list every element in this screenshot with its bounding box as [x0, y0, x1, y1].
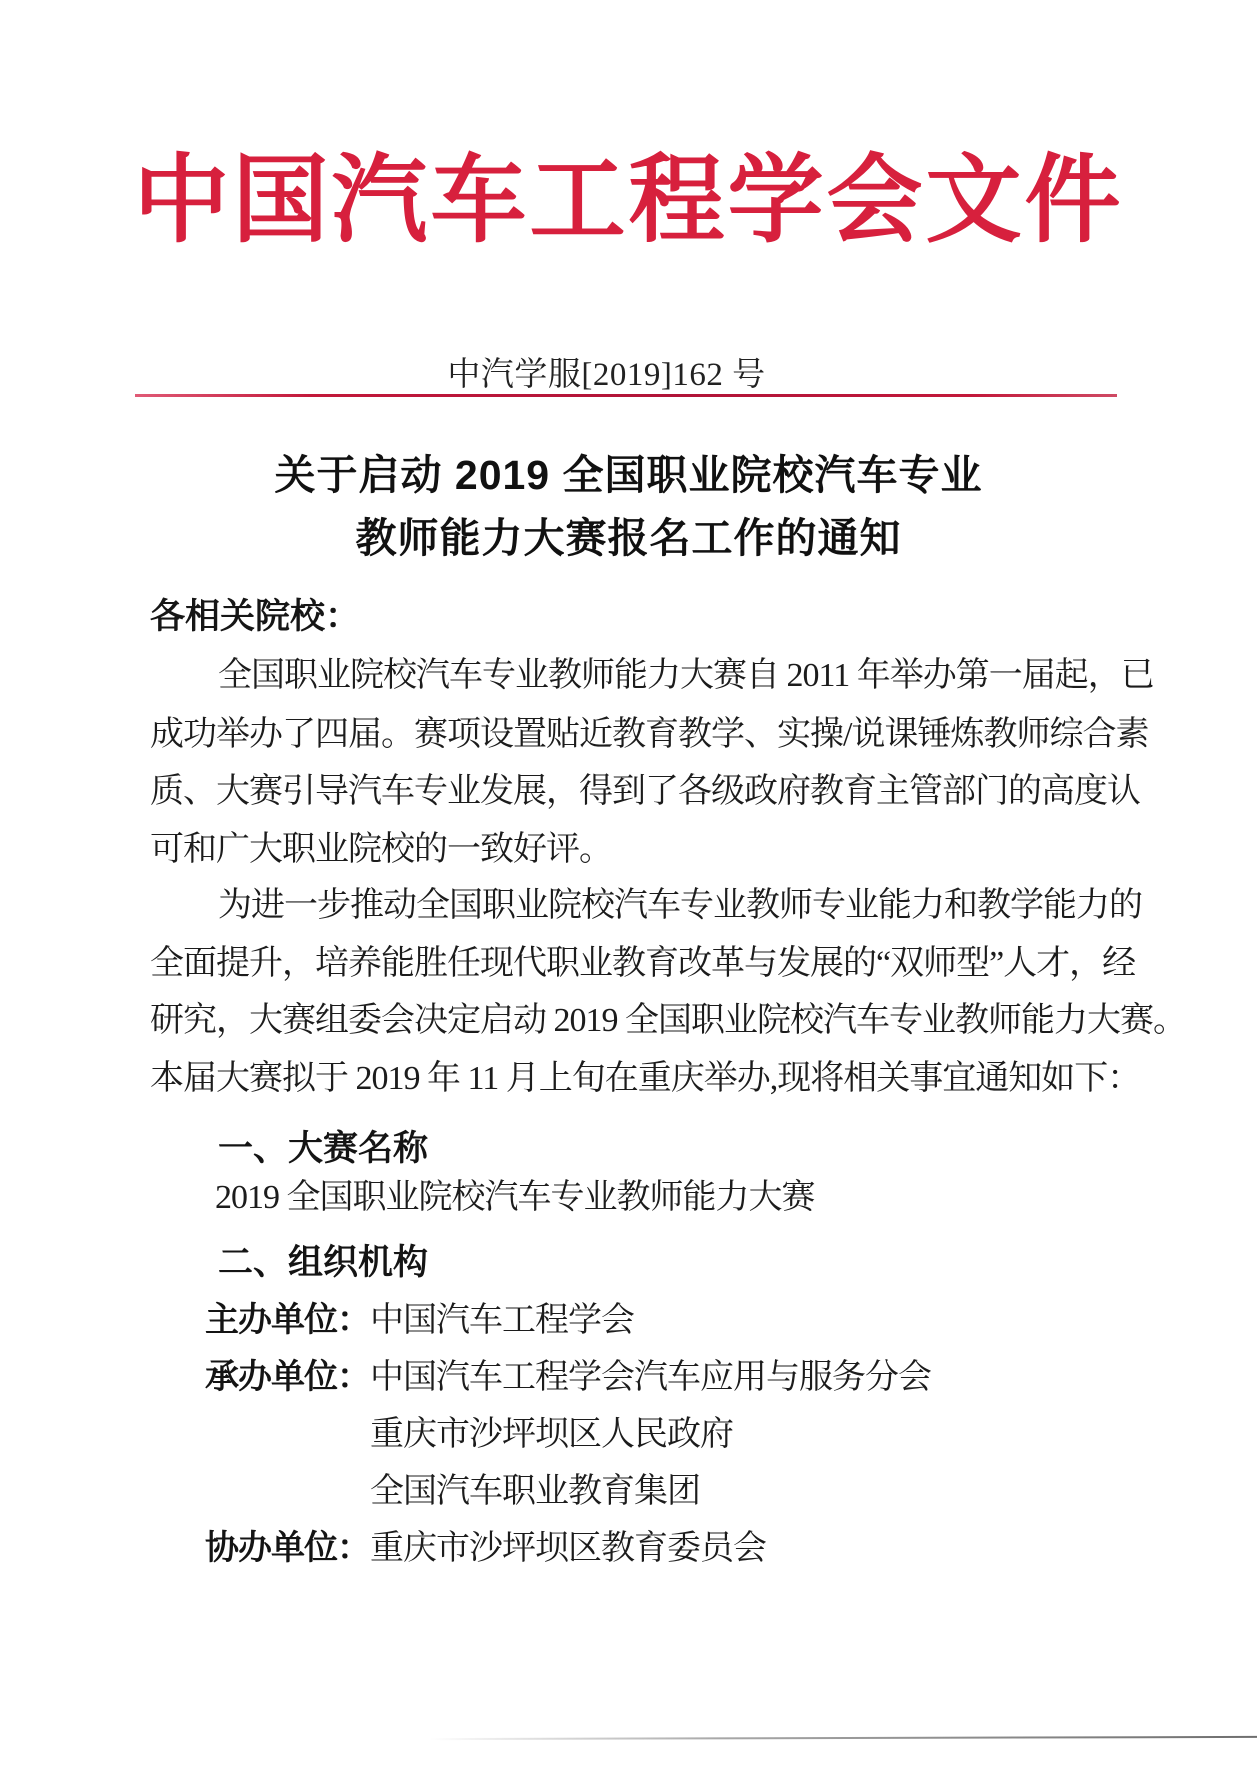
doc-number: 中汽学服[2019]162 号 [447, 357, 766, 393]
organizer-host-value: 中国汽车工程学会 [370, 1302, 634, 1339]
body-line: 全国职业院校汽车专业教师能力大赛自 2011 年举办第一届起，已 [218, 657, 1154, 694]
body-line: 质、大赛引导汽车专业发展，得到了各级政府教育主管部门的高度认 [150, 773, 1140, 810]
body-line: 成功举办了四届。赛项设置贴近教育教学、实操/说课锤炼教师综合素 [150, 716, 1149, 753]
contest-name: 2019 全国职业院校汽车专业教师能力大赛 [215, 1179, 815, 1216]
organizer-host-row [205, 1292, 634, 1341]
organizer-undertaker-value: 中国汽车工程学会汽车应用与服务分会 [370, 1359, 931, 1396]
organizer-coorganizer-value: 重庆市沙坪坝区教育委员会 [370, 1530, 766, 1567]
notice-title-line1: 关于启动 2019 全国职业院校汽车专业 [274, 452, 983, 498]
organizer-undertaker-extra1: 重庆市沙坪坝区人民政府 [370, 1416, 733, 1453]
organizer-coorganizer-row [205, 1520, 766, 1569]
red-divider-line [135, 394, 1117, 397]
body-line: 为进一步推动全国职业院校汽车专业教师专业能力和教学能力的 [218, 887, 1142, 924]
section-heading-1: 一、大赛名称 [218, 1129, 429, 1168]
organizer-coorganizer-label: 协办单位： [205, 1529, 370, 1567]
section-heading-2: 二、组织机构 [218, 1243, 429, 1282]
organizer-host-label: 主办单位： [205, 1301, 370, 1339]
salutation: 各相关院校： [150, 597, 361, 636]
body-line: 可和广大职业院校的一致好评。 [150, 831, 612, 868]
notice-title-line2: 教师能力大赛报名工作的通知 [355, 515, 902, 561]
body-line: 研究，大赛组委会决定启动 2019 全国职业院校汽车专业教师能力大赛。 [150, 1002, 1186, 1039]
body-line: 全面提升，培养能胜任现代职业教育改革与发展的“双师型”人才，经 [150, 945, 1136, 982]
organizer-undertaker-row [205, 1349, 931, 1398]
organizer-undertaker-extra2: 全国汽车职业教育集团 [370, 1473, 700, 1510]
masthead-title: 中国汽车工程学会文件 [133, 147, 1124, 254]
body-line: 本届大赛拟于 2019 年 11 月上旬在重庆举办,现将相关事宜通知如下： [150, 1060, 1141, 1097]
organizer-undertaker-label: 承办单位： [205, 1358, 370, 1396]
scan-artifact-line [430, 1736, 1257, 1740]
